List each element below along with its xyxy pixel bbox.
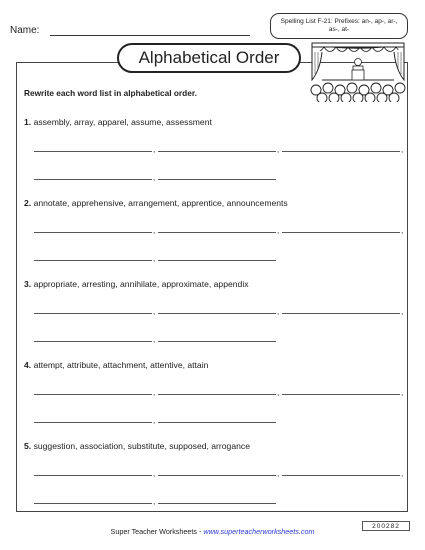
- answer-line[interactable]: [34, 422, 152, 423]
- comma: ,: [153, 469, 156, 478]
- answer-line[interactable]: [158, 151, 276, 152]
- comma: ,: [277, 469, 280, 478]
- comma: ,: [401, 307, 404, 316]
- question-number: 2.: [24, 198, 32, 208]
- answer-line[interactable]: [34, 151, 152, 152]
- answer-line[interactable]: [158, 313, 276, 314]
- answer-line[interactable]: [34, 341, 152, 342]
- answer-line[interactable]: [34, 260, 152, 261]
- answer-line[interactable]: [34, 313, 152, 314]
- instructions: Rewrite each word list in alphabetical order.: [24, 88, 197, 98]
- comma: ,: [153, 388, 156, 397]
- answer-line[interactable]: [158, 179, 276, 180]
- comma: ,: [153, 335, 156, 344]
- answer-line[interactable]: [34, 179, 152, 180]
- name-line[interactable]: [50, 35, 250, 36]
- name-label: Name:: [10, 25, 40, 36]
- comma: ,: [277, 145, 280, 154]
- answer-line[interactable]: [158, 422, 276, 423]
- answer-line[interactable]: [34, 232, 152, 233]
- word-list: appropriate, arresting, annihilate, approximate, appendix: [33, 279, 249, 289]
- answer-line[interactable]: [282, 151, 400, 152]
- answer-line[interactable]: [282, 475, 400, 476]
- answer-lines-1: [34, 145, 406, 185]
- question-3: [24, 279, 249, 289]
- answer-line[interactable]: [34, 503, 152, 504]
- answer-line[interactable]: [282, 313, 400, 314]
- word-list: assembly, array, apparel, assume, assessment: [33, 117, 212, 127]
- comma: ,: [153, 254, 156, 263]
- comma: ,: [277, 307, 280, 316]
- answer-line[interactable]: [158, 503, 276, 504]
- answer-line[interactable]: [34, 475, 152, 476]
- comma: ,: [153, 173, 156, 182]
- answer-line[interactable]: [158, 475, 276, 476]
- answer-line[interactable]: [158, 260, 276, 261]
- answer-line[interactable]: [282, 394, 400, 395]
- footer-link[interactable]: www.superteacherworksheets.com: [203, 527, 315, 536]
- comma: ,: [153, 497, 156, 506]
- comma: ,: [153, 307, 156, 316]
- stage-audience-illustration: [308, 40, 408, 102]
- answer-lines-2: [34, 226, 406, 266]
- comma: ,: [277, 226, 280, 235]
- comma: ,: [153, 145, 156, 154]
- word-list: attempt, attribute, attachment, attentive, attain: [33, 360, 209, 370]
- answer-line[interactable]: [158, 341, 276, 342]
- comma: ,: [401, 469, 404, 478]
- question-5: [24, 441, 250, 451]
- comma: ,: [401, 226, 404, 235]
- footer-separator: -: [196, 527, 204, 536]
- answer-line[interactable]: [158, 232, 276, 233]
- question-number: 5.: [24, 441, 32, 451]
- answer-line[interactable]: [34, 394, 152, 395]
- page-title: Alphabetical Order: [117, 43, 301, 73]
- word-list: suggestion, association, substitute, supposed, arrogance: [33, 441, 250, 451]
- question-1: [24, 117, 212, 127]
- answer-line[interactable]: [158, 394, 276, 395]
- answer-lines-4: [34, 388, 406, 428]
- word-list: annotate, apprehensive, arrangement, apprentice, announcements: [33, 198, 288, 208]
- comma: ,: [277, 388, 280, 397]
- worksheet-code: 200282: [362, 521, 410, 531]
- spelling-list-badge: Spelling List F-21: Prefixes: an-, ap-, ar-, as-, at-: [270, 13, 408, 39]
- answer-lines-5: [34, 469, 406, 509]
- question-number: 3.: [24, 279, 32, 289]
- answer-lines-3: [34, 307, 406, 347]
- question-2: [24, 198, 288, 208]
- footer-brand: Super Teacher Worksheets: [110, 527, 197, 536]
- question-number: 4.: [24, 360, 32, 370]
- answer-line[interactable]: [282, 232, 400, 233]
- comma: ,: [401, 388, 404, 397]
- question-number: 1.: [24, 117, 32, 127]
- comma: ,: [153, 416, 156, 425]
- question-4: [24, 360, 208, 370]
- comma: ,: [401, 145, 404, 154]
- comma: ,: [153, 226, 156, 235]
